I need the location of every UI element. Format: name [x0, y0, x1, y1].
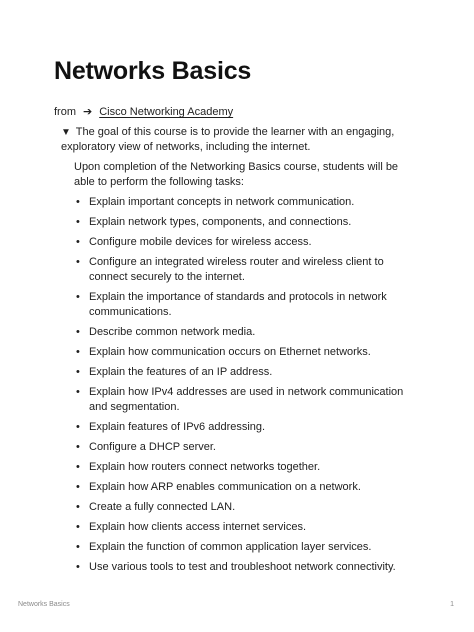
arrow-right-icon: ➔ [83, 106, 93, 118]
list-item-text: Explain the features of an IP address. [89, 366, 273, 378]
list-item-text: Configure mobile devices for wireless access. [89, 236, 312, 248]
bullet-icon: • [76, 421, 80, 433]
bullet-icon: • [76, 521, 80, 533]
bullet-icon: • [76, 386, 80, 398]
toggle-block[interactable] [61, 125, 421, 155]
footer-page-number: 1 [450, 601, 454, 608]
intro-paragraph: Upon completion of the Networking Basics course, students will be able to perform the following tasks: [74, 161, 399, 188]
bullet-icon: • [76, 441, 80, 453]
list-item [74, 460, 414, 475]
bullet-icon: • [76, 501, 80, 513]
list-item [74, 480, 414, 495]
list-item-text: Configure a DHCP server. [89, 441, 216, 453]
list-item [74, 520, 414, 535]
list-item-text: Explain how communication occurs on Ethernet networks. [89, 346, 371, 358]
source-line [54, 104, 233, 120]
list-item-text: Create a fully connected LAN. [89, 501, 236, 513]
list-item-text: Explain how clients access internet services. [89, 521, 307, 533]
list-item [74, 420, 414, 435]
list-item-text: Explain how ARP enables communication on a network. [89, 481, 361, 493]
bullet-icon: • [76, 461, 80, 473]
list-item [74, 500, 414, 515]
list-item [74, 345, 414, 360]
list-item-text: Explain how routers connect networks together. [89, 461, 321, 473]
list-item [74, 540, 414, 555]
list-item-text: Explain the function of common application layer services. [89, 541, 372, 553]
list-item-text: Explain how IPv4 addresses are used in network communication and segmentation. [89, 386, 404, 413]
toggle-content [74, 160, 414, 580]
list-item [74, 365, 414, 380]
footer-doc-name: Networks Basics [18, 601, 70, 608]
toggle-text: The goal of this course is to provide the learner with an engaging, exploratory view of networks, including the internet. [61, 126, 395, 153]
list-item-text: Explain important concepts in network communication. [89, 196, 355, 208]
page-title: Networks Basics [54, 57, 252, 85]
bullet-icon: • [76, 366, 80, 378]
bullet-icon: • [76, 541, 80, 553]
list-item [74, 290, 414, 320]
from-label: from [54, 106, 76, 118]
list-item-text: Use various tools to test and troubleshoot network connectivity. [89, 561, 396, 573]
bullet-icon: • [76, 326, 80, 338]
bullet-icon: • [76, 196, 80, 208]
list-item-text: Configure an integrated wireless router and wireless client to connect securely to the internet. [89, 256, 384, 283]
list-item [74, 385, 414, 415]
list-item [74, 325, 414, 340]
bullet-icon: • [76, 346, 80, 358]
list-item [74, 215, 414, 230]
list-item [74, 560, 414, 575]
bullet-icon: • [76, 561, 80, 573]
bullet-icon: • [76, 481, 80, 493]
list-item-text: Explain network types, components, and connections. [89, 216, 352, 228]
list-item-text: Explain features of IPv6 addressing. [89, 421, 266, 433]
list-item [74, 195, 414, 210]
bullet-icon: • [76, 216, 80, 228]
list-item-text: Describe common network media. [89, 326, 256, 338]
triangle-down-icon[interactable]: ▼ [61, 127, 71, 138]
list-item [74, 235, 414, 250]
bullet-icon: • [76, 236, 80, 248]
list-item-text: Explain the importance of standards and protocols in network communications. [89, 291, 387, 318]
source-link[interactable]: Cisco Networking Academy [99, 106, 234, 118]
list-item [74, 255, 414, 285]
bullet-icon: • [76, 256, 80, 268]
list-item [74, 440, 414, 455]
task-list [74, 195, 414, 575]
bullet-icon: • [76, 291, 80, 303]
